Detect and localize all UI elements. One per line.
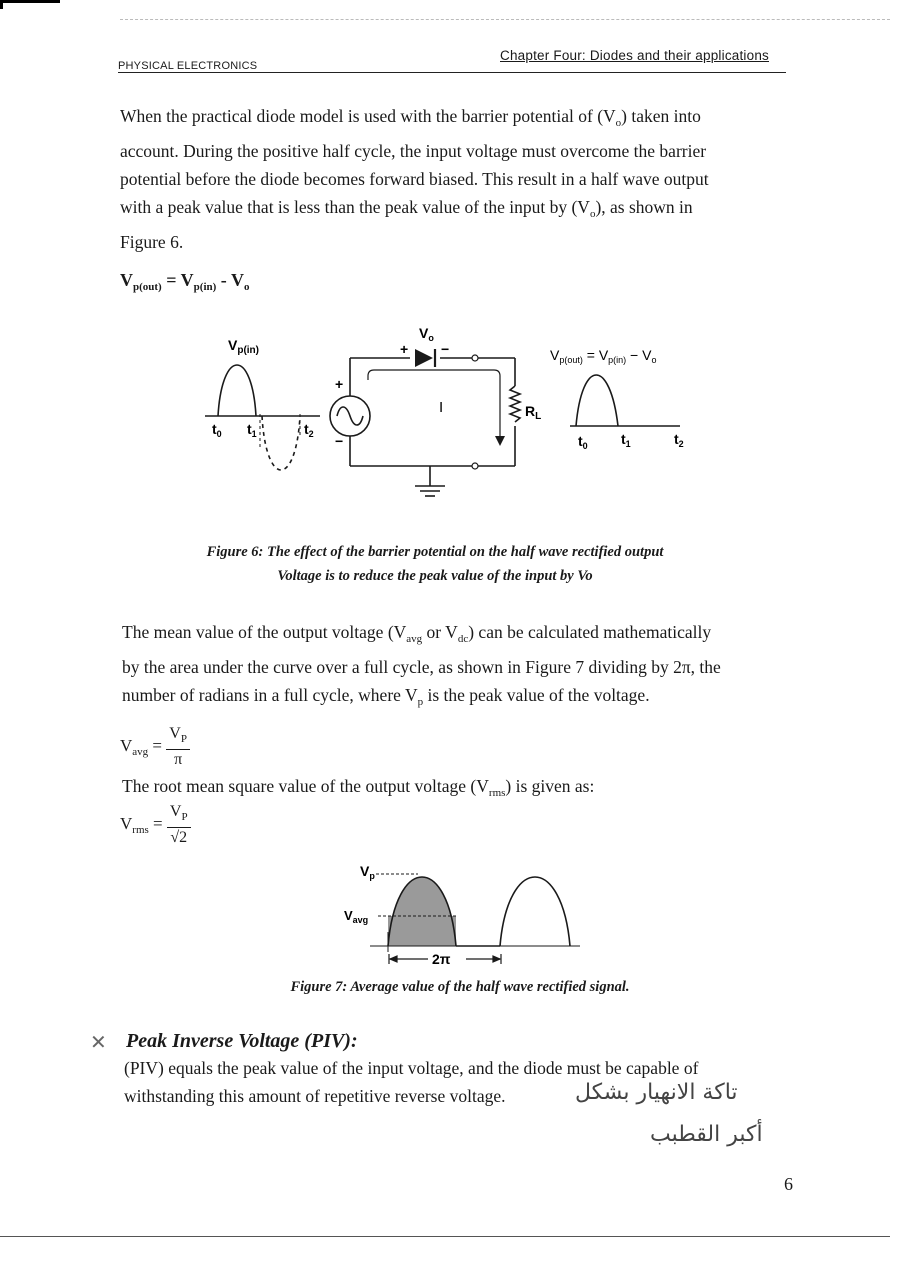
mean-line-1: The mean value of the output voltage ($V_{avg}$ or $V_{dc}$) can be calculated mathematically — [122, 622, 712, 645]
handwritten-note-line-1: تاكة الانهيار بشكل — [575, 1080, 738, 1105]
figure-6-caption-line-1: Figure 6: The effect of the barrier potential on the half wave rectified output — [206, 544, 664, 560]
intro-line-4: with a peak value that is less than the peak value of the input by $(V_o)$, as shown in — [120, 197, 693, 220]
source-minus: − — [335, 433, 344, 449]
mean-line-2: by the area under the curve over a full cycle, as shown in Figure 7 dividing by 2π, the — [122, 657, 721, 677]
intro-line-3: potential before the diode becomes forward biased. This result in a half wave output — [120, 169, 709, 189]
figure-7-diagram — [340, 852, 590, 972]
bottom-rule — [0, 1236, 890, 1237]
equation-vavg: $V_{avg}$ = $\frac{V_P}{\pi}$ — [120, 724, 190, 770]
header-rule — [118, 72, 786, 73]
source-plus: + — [335, 376, 344, 392]
vavg-fraction: $\frac{V_P}{\pi}$ — [166, 724, 190, 770]
vpin-label: $V_{p(in)}$ — [228, 337, 259, 356]
current-label: I — [439, 399, 444, 416]
top-dashed-rule — [120, 19, 890, 20]
figure-7-caption: Figure 7: Average value of the half wave rectified signal. — [290, 979, 630, 995]
t0-out-label: $t_0$ — [578, 433, 588, 451]
mean-line-3: number of radians in a full cycle, where $V_p$ is the peak value of the voltage. — [122, 685, 650, 708]
t1-in-label: $t_1$ — [247, 421, 257, 439]
handwritten-note-line-2: أكبر القطبب — [650, 1122, 763, 1147]
piv-line-2: withstanding this amount of repetitive reverse voltage. — [124, 1086, 506, 1106]
terminal-bottom — [472, 463, 478, 469]
output-waveform — [570, 375, 680, 426]
terminal-top — [472, 355, 478, 361]
header-left: PHYSICAL ELECTRONICS — [118, 60, 258, 72]
rl-label: $R_L$ — [525, 403, 542, 422]
intro-line-1: When the practical diode model is used with the barrier potential of $(V_o)$ taken into — [120, 106, 701, 129]
rms-text: The root mean square value of the output voltage $(V_{rms})$ is given as: — [122, 776, 595, 799]
period-label: 2π — [432, 951, 451, 967]
t2-in-label: $t_2$ — [304, 421, 314, 439]
diode-icon — [415, 349, 433, 367]
page-number: 6 — [784, 1174, 793, 1194]
average-area-rect — [388, 916, 456, 946]
t1-out-label: $t_1$ — [621, 431, 631, 449]
equation-vpout: $V_{p(out)} = V_{p(in)} - V_o$ — [120, 270, 250, 293]
figure-6-diagram — [190, 318, 720, 518]
diode-minus: − — [441, 341, 450, 357]
vp-label: $V_p$ — [360, 863, 375, 881]
t0-in-label: $t_0$ — [212, 421, 222, 439]
vavg-label: $V_{avg}$ — [344, 908, 369, 925]
mean-paragraph — [122, 618, 794, 716]
input-waveform — [205, 365, 320, 470]
equation-vrms: $V_{rms}$ = $\frac{V_P}{√2}$ — [120, 802, 191, 848]
current-arrow-icon — [495, 436, 505, 446]
vo-label: $V_o$ — [419, 325, 434, 343]
circuit — [330, 358, 520, 496]
scan-mark-left — [0, 0, 3, 9]
intro-line-2: account. During the positive half cycle, the input voltage must overcome the barrier — [120, 141, 707, 161]
scan-mark — [0, 0, 60, 3]
figure-6-caption — [120, 540, 750, 588]
piv-heading: Peak Inverse Voltage (PIV): — [126, 1030, 358, 1052]
intro-paragraph — [120, 102, 785, 256]
piv-line-1: (PIV) equals the peak value of the input voltage, and the diode must be capable of — [124, 1058, 699, 1078]
t2-out-label: $t_2$ — [674, 431, 684, 449]
vrms-fraction: $\frac{V_P}{√2}$ — [167, 802, 191, 848]
intro-line-5: Figure 6. — [120, 232, 184, 252]
vpout-formula: $V_{p(out)} = V_{p(in)} - V_o$ — [550, 347, 657, 365]
star-mark-icon: ✕ — [90, 1032, 107, 1054]
diode-plus: + — [400, 341, 409, 357]
header-right: Chapter Four: Diodes and their applications — [500, 48, 769, 63]
figure-6-caption-line-2: Voltage is to reduce the peak value of the input by Vo — [277, 568, 593, 584]
